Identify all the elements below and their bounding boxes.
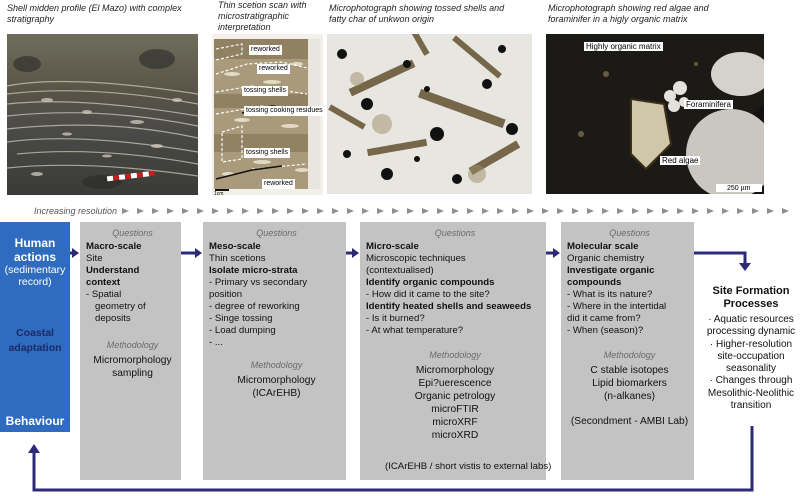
coastal-adaptation-label: Coastal adaptation: [8, 327, 62, 354]
caption-profile: Shell midden profile (El Mazo) with complex stratigraphy: [7, 3, 182, 24]
scale-title: Molecular scale: [567, 241, 639, 252]
caption-red-algae: Microphotograph showing red algae and foraminifer in a higly organic matrix: [548, 3, 709, 24]
panel-meso-scale: Questions Meso-scale Thin scetions Isolate micro-strata - Primary vs secondary position - degree of reworking - Singe tossing - Load dumping - ... Methodology Micromorphology (ICArEHB): [203, 222, 346, 480]
caption-thin-section: Thin scetion scan with microstratigraphic interpretation: [218, 0, 307, 32]
thin-section-label: tossing cooking residues: [246, 107, 323, 114]
feedback-arrow-head: [28, 444, 40, 453]
flow-arrow-3-head: [352, 248, 359, 258]
molecular-note: (Secondment - AMBI Lab): [570, 416, 689, 427]
methodology-heading: Methodology: [250, 360, 303, 370]
flow-arrow-4-head: [553, 248, 560, 258]
panel-micro-scale: Questions Micro-scale Microscopic techniques (contextualised) Identify organic compounds - How did it came to the site? Identify heated shells and seaweeds - Is it burned? - At what temperature? Methodology Micromorphology Epi?uerescence Organic petrology microFTIR microXRF microXRD: [360, 222, 546, 480]
site-formation-title: Site Formation Processes: [712, 285, 790, 310]
panel-macro-scale: Questions Macro-scale Site Understand context - Spatial geometry of deposits Methodology Micromorphology sampling: [80, 222, 181, 480]
thin-section-label: tossing shells: [244, 87, 287, 94]
scale-title: Macro-scale: [86, 241, 142, 252]
methodology-heading: Methodology: [106, 340, 159, 350]
methodology-heading: Methodology: [603, 350, 656, 360]
scale-title: Micro-scale: [366, 241, 419, 252]
questions-heading: Questions: [112, 228, 153, 238]
questions-heading: Questions: [434, 228, 476, 238]
label-red-algae: Red algae: [662, 156, 699, 165]
human-actions-label: Human actions (sedimentary record): [4, 236, 66, 288]
flow-arrow-2-head: [195, 248, 202, 258]
flow-arrow-1-head: [72, 248, 79, 258]
site-formation-list: · Aquatic resources processing dynamic · Higher-resolution site-occupation seasonality · Changes through Mesolithic-Neolithic transition: [706, 314, 796, 412]
methodology-heading: Methodology: [429, 350, 481, 360]
feedback-arrow: [34, 426, 752, 490]
flow-arrow-5-head: [739, 263, 751, 271]
questions-heading: Questions: [609, 228, 650, 238]
micro-scale-note: (ICArEHB / short vistis to external labs): [385, 461, 552, 472]
panel-molecular-scale: Questions Molecular scale Organic chemistry Investigate organic compounds - What is its nature? - Where in the intertidal did it came from? - When (season)? Methodology C stable isotopes Lipid biomarkers (n-alkanes) (Secondment - AMBI Lab): [561, 222, 694, 480]
questions-heading: Questions: [256, 228, 297, 238]
scale-label: 1cm: [214, 191, 224, 195]
caption-tossed-shells: Microphotograph showing tossed shells and fatty char of unkwon origin: [329, 3, 505, 24]
scale-title: Meso-scale: [209, 241, 261, 252]
thin-section-label: reworked: [251, 46, 280, 53]
increasing-resolution-label: Increasing resolution: [34, 206, 118, 216]
thin-section-label: reworked: [264, 180, 293, 187]
label-foraminifera: Foraminifera: [686, 100, 731, 109]
thin-section-label: tossing shells: [246, 149, 289, 156]
behaviour-label: Behaviour: [5, 414, 65, 428]
thin-section-label: reworked: [259, 65, 288, 72]
label-scale-250um: 250 µm: [727, 185, 751, 192]
flow-arrow-5: [694, 253, 745, 264]
label-highly-organic-matrix: Highly organic matrix: [586, 42, 661, 51]
